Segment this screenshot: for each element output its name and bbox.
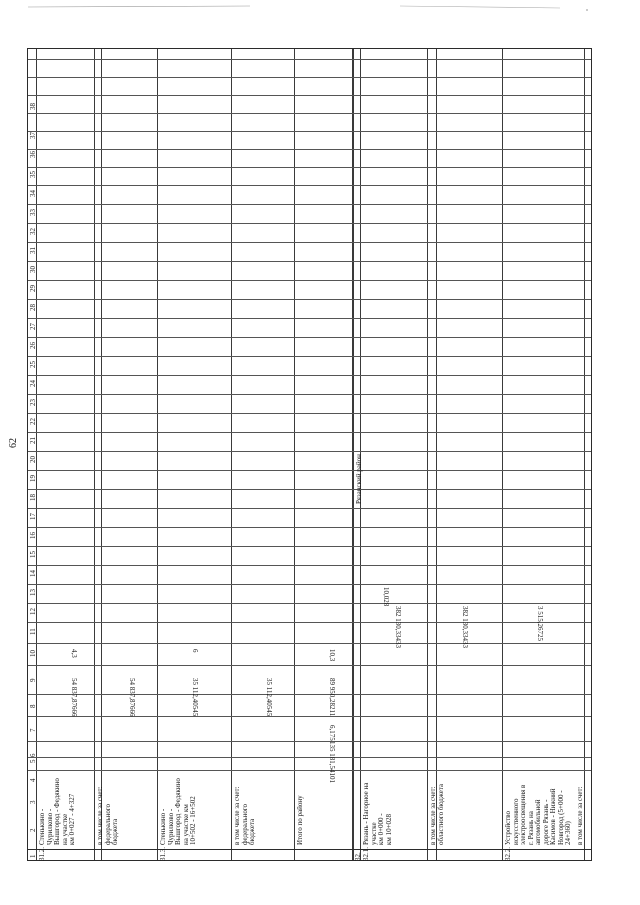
divider-row-31-2-fed [157, 49, 158, 860]
divider-row-32-2 [584, 49, 585, 860]
column-separator [28, 299, 591, 300]
cell-col9: 3 515,26725 [536, 606, 544, 641]
row-name-line: Касимов - Нижний [549, 788, 557, 845]
row-name-line: Стенькино - [38, 808, 46, 845]
page-number: 62 [8, 438, 19, 448]
column-separator [28, 113, 591, 114]
cell-col9: 382 130,33433 [394, 606, 402, 648]
row-name-line: Рязань - Нагорное на [362, 782, 370, 845]
row-name-line: областного бюджета [436, 784, 445, 845]
column-separator [28, 584, 591, 585]
column-separator [28, 470, 591, 471]
cell-col7: 4,3 [70, 649, 78, 658]
column-number-2: 2 [29, 828, 37, 832]
row-name-line: 10+502 - 16+502 [189, 796, 197, 845]
column-separator [28, 223, 591, 224]
row-name-line: Чурилково - [166, 808, 175, 845]
divider-row-32-1b [436, 49, 437, 860]
column-separator [28, 451, 591, 452]
cell-col10: 10,028 [382, 587, 390, 607]
column-separator [28, 59, 591, 60]
column-number-30: 30 [29, 266, 37, 273]
row-id: 32.2. [504, 847, 512, 861]
row-name-line: Стенькино - [159, 808, 167, 845]
column-number-19: 19 [29, 475, 37, 482]
row-name-line: г. Рязань на [526, 811, 535, 845]
column-number-20: 20 [29, 456, 37, 463]
column-number-27: 27 [29, 323, 37, 330]
row-name-line: Новгород (5+000 - [556, 790, 565, 845]
column-separator [28, 356, 591, 357]
column-separator [28, 757, 591, 758]
column-number-29: 29 [29, 285, 37, 292]
row-name-line: в том числе за счет: [429, 786, 437, 845]
column-separator [28, 741, 591, 742]
column-separator [28, 565, 591, 566]
column-number-34: 34 [29, 190, 37, 197]
row-name-line: на участке км [181, 804, 190, 845]
column-separator [28, 95, 591, 96]
row-name-line: в том числе за счет: [96, 786, 104, 845]
row-id: 32.1. [362, 847, 370, 861]
row-name-line: в том числе за счет: [233, 786, 241, 845]
row-name-line: федерального [103, 803, 112, 845]
row-name-line: на участке [60, 813, 69, 845]
column-number-9: 9 [29, 678, 37, 682]
column-separator [28, 603, 591, 604]
column-number-8: 8 [29, 704, 37, 708]
row-name-line: Итого по району [296, 795, 304, 845]
district-header: Рязанский район [355, 454, 363, 504]
column-separator [28, 131, 591, 132]
column-number-23: 23 [29, 399, 37, 406]
column-number-28: 28 [29, 304, 37, 311]
scan-artifact-marks [0, 0, 640, 20]
column-number-12: 12 [29, 608, 37, 615]
column-separator [28, 770, 591, 771]
column-separator [28, 375, 591, 376]
column-number-13: 13 [29, 589, 37, 596]
column-number-21: 21 [29, 437, 37, 444]
cell-col6: 35 112,40545 [191, 678, 199, 717]
cell-col6: 89 950,28211 [328, 678, 336, 717]
column-number-38: 38 [29, 103, 37, 110]
column-separator [28, 508, 591, 509]
cell-col7: 10,3 [328, 649, 336, 662]
column-separator [28, 167, 591, 168]
row-id: 31.2. [38, 847, 46, 861]
column-number-26: 26 [29, 342, 37, 349]
row-id: 31.3. [159, 847, 167, 861]
divider-row-31-3-fed [294, 49, 295, 860]
row-name-line: в том числе за счет: [576, 786, 584, 845]
column-separator [28, 489, 591, 490]
row-name-line: федерального [240, 803, 249, 845]
column-number-11: 11 [29, 628, 37, 635]
column-number-17: 17 [29, 513, 37, 520]
cell-col7: 6 [191, 649, 199, 653]
column-separator [28, 432, 591, 433]
column-number-25: 25 [29, 361, 37, 368]
row-name-line: бюджета [248, 818, 256, 845]
column-separator [28, 261, 591, 262]
divider-row-31-2 [94, 49, 95, 860]
row-name-line: км 10+028 [384, 813, 393, 845]
column-number-5: 5 [29, 759, 37, 763]
column-separator [28, 204, 591, 205]
divider-row-32-1 [427, 49, 428, 860]
cell-col3: 135 181,54101 [328, 741, 336, 783]
row-name-line: 24+360) [564, 821, 572, 845]
cell-col9: 382 130,33433 [461, 606, 469, 648]
column-separator [28, 694, 591, 695]
row-name-line: участке [369, 822, 378, 845]
row-name-line: искусственного [511, 798, 520, 845]
column-number-35: 35 [29, 171, 37, 178]
row-name-line: км 0+000 - [377, 813, 385, 845]
column-number-10: 10 [29, 650, 37, 657]
row-name-line: электроосвещения в [519, 784, 527, 845]
row-name-line: дороге Рязань - [541, 799, 550, 845]
column-separator [28, 527, 591, 528]
column-number-24: 24 [29, 380, 37, 387]
column-number-1: 1 [29, 854, 37, 858]
row-name-line: км 0+027 - 4+327 [68, 793, 76, 845]
column-number-22: 22 [29, 418, 37, 425]
column-separator [28, 318, 591, 319]
column-separator [28, 185, 591, 186]
column-number-18: 18 [29, 494, 37, 501]
cell-col4: 6,175 [328, 725, 336, 741]
row-name-line: Чурилково - [45, 808, 54, 845]
column-number-31: 31 [29, 247, 37, 254]
column-separator [28, 643, 591, 644]
column-number-36: 36 [29, 151, 37, 158]
rotated-data-table [27, 48, 592, 861]
cell-col6: 54 837,87666 [128, 678, 136, 717]
column-separator [28, 622, 591, 623]
row-name-line: Вышгород - Федякино [53, 778, 61, 845]
divider-row-31-2b [101, 49, 102, 860]
column-separator [28, 337, 591, 338]
column-number-6: 6 [29, 753, 37, 757]
row-name-line: автомобильной [534, 799, 542, 845]
column-number-15: 15 [29, 551, 37, 558]
column-separator [28, 413, 591, 414]
divider-row-31-3 [231, 49, 232, 860]
row-name-line: Вышгород - Федякино [174, 778, 182, 845]
column-separator [28, 77, 591, 78]
column-separator [28, 546, 591, 547]
column-number-4: 4 [29, 778, 37, 782]
column-separator [28, 716, 591, 717]
column-separator [28, 149, 591, 150]
column-number-14: 14 [29, 570, 37, 577]
row-name-line: бюджета [111, 818, 119, 845]
column-number-3: 3 [29, 800, 37, 804]
column-number-37: 37 [29, 132, 37, 139]
row-id: 32. [354, 852, 362, 861]
column-number-16: 16 [29, 532, 37, 539]
cell-col6: 35 112,40545 [265, 678, 273, 717]
divider-row-32-1-obl [502, 49, 503, 860]
column-number-7: 7 [29, 728, 37, 732]
column-number-32: 32 [29, 228, 37, 235]
column-separator [28, 280, 591, 281]
column-separator [28, 665, 591, 666]
column-separator [28, 394, 591, 395]
column-separator [28, 242, 591, 243]
cell-col6: 54 837,87666 [70, 678, 78, 717]
divider-row-total [352, 49, 354, 860]
column-number-33: 33 [29, 209, 37, 216]
row-name-line: Устройство [504, 810, 512, 845]
